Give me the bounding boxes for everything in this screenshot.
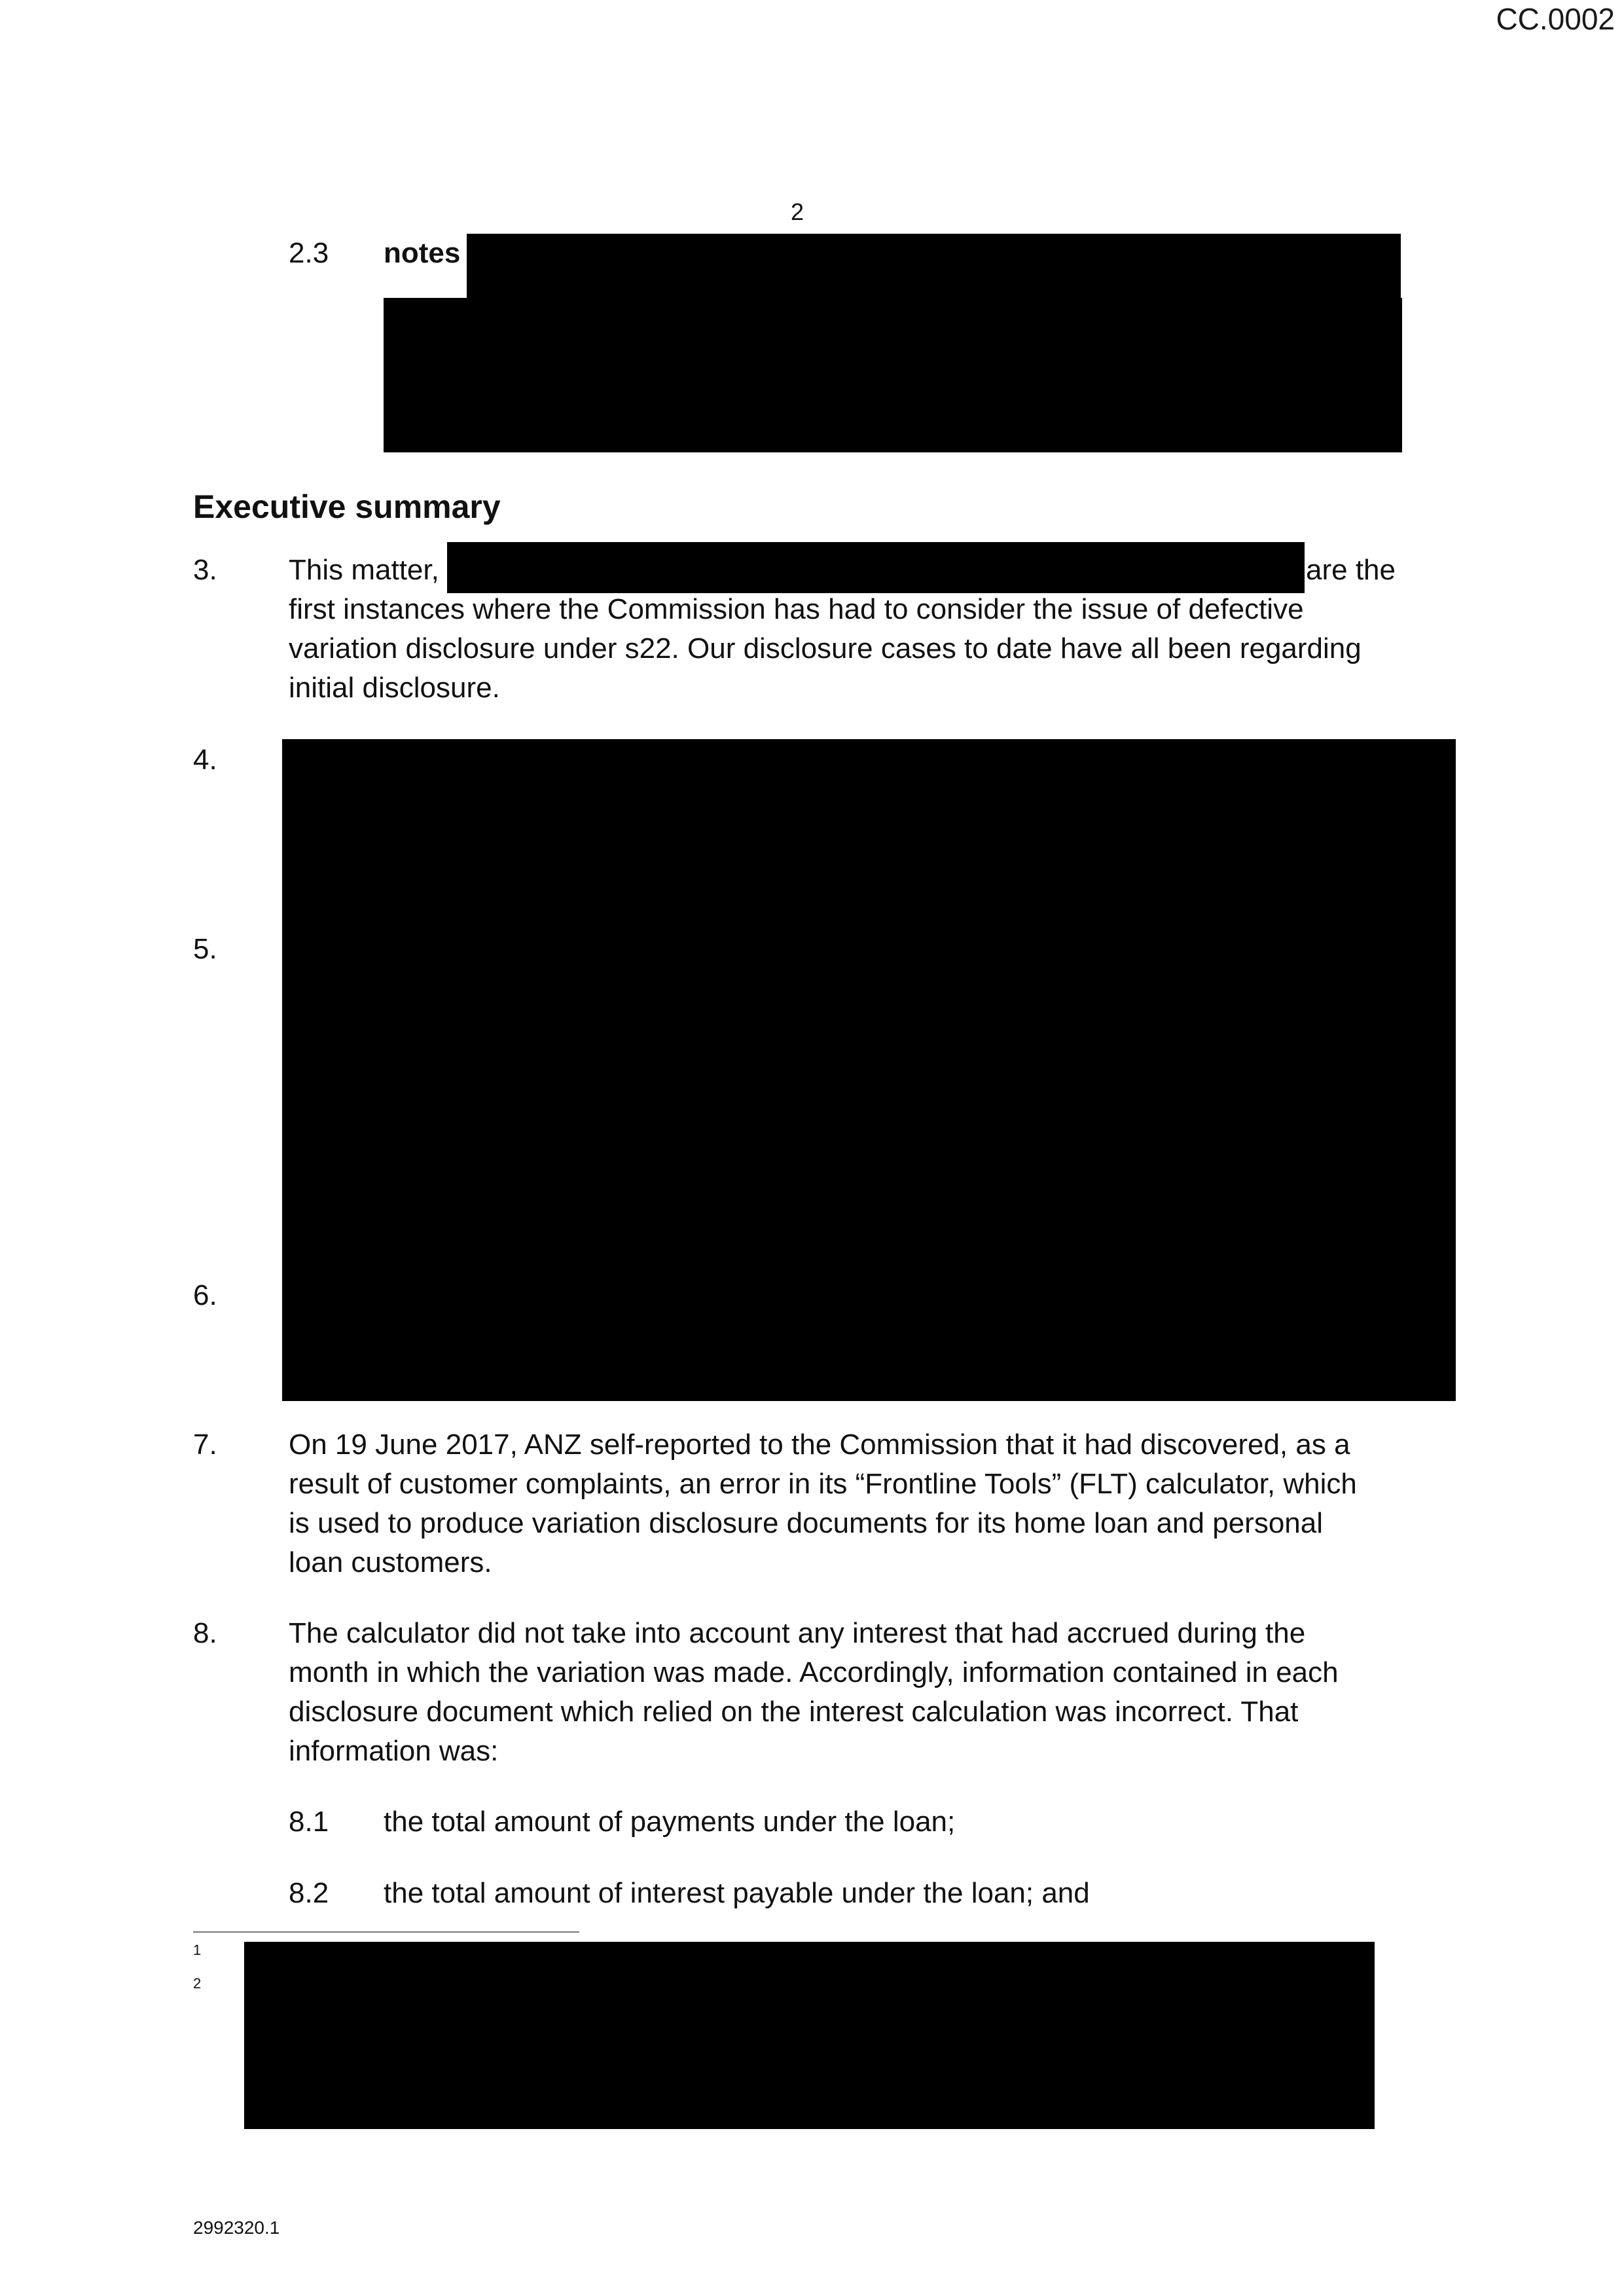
redaction-block — [467, 234, 1401, 299]
para-3-tail: are the — [1306, 554, 1396, 586]
para-5-number: 5. — [193, 933, 217, 965]
para-7-line: loan customers. — [289, 1546, 492, 1578]
para-7-line: result of customer complaints, an error in its “Frontline Tools” (FLT) calculator, which — [289, 1468, 1357, 1500]
sub-item-text: the total amount of payments under the loan; — [384, 1806, 956, 1838]
sub-item-number: 8.1 — [289, 1806, 329, 1838]
footnote-separator — [193, 1931, 579, 1933]
section-heading: Executive summary — [193, 488, 501, 525]
para-4-number: 4. — [193, 744, 217, 776]
para-8-line: disclosure document which relied on the interest calculation was incorrect. That — [289, 1696, 1299, 1728]
footnote-2-number: 2 — [193, 1975, 202, 1992]
item-2-3-text: notes — [384, 237, 461, 269]
para-8-line: month in which the variation was made. Accordingly, information contained in each — [289, 1656, 1339, 1688]
para-3-number: 3. — [193, 554, 217, 586]
redaction-block — [244, 1942, 1375, 2129]
redaction-block — [447, 542, 1305, 593]
para-3-line: variation disclosure under s22. Our disclosure cases to date have all been regarding — [289, 632, 1362, 665]
para-8-line: The calculator did not take into account any interest that had accrued during the — [289, 1617, 1306, 1649]
document-id: CC.0002 — [1496, 2, 1615, 36]
sub-item-text: the total amount of interest payable under the loan; and — [384, 1877, 1090, 1909]
footer-doc-ref: 2992320.1 — [193, 2217, 280, 2238]
para-3-line: first instances where the Commission has had to consider the issue of defective — [289, 593, 1304, 625]
redaction-block — [384, 298, 1402, 452]
para-7-number: 7. — [193, 1429, 217, 1461]
redaction-block — [282, 739, 1456, 1401]
para-3-lead: This matter, — [289, 554, 439, 586]
page-number: 2 — [791, 198, 804, 225]
para-8-line: information was: — [289, 1735, 499, 1767]
para-3-line: initial disclosure. — [289, 672, 500, 704]
para-7-line: On 19 June 2017, ANZ self-reported to the Commission that it had discovered, as a — [289, 1429, 1350, 1461]
item-2-3-number: 2.3 — [289, 237, 329, 269]
para-8-number: 8. — [193, 1617, 217, 1649]
sub-item-number: 8.2 — [289, 1877, 329, 1909]
para-6-number: 6. — [193, 1279, 217, 1311]
footnote-1-number: 1 — [193, 1942, 202, 1958]
para-7-line: is used to produce variation disclosure documents for its home loan and personal — [289, 1507, 1324, 1539]
